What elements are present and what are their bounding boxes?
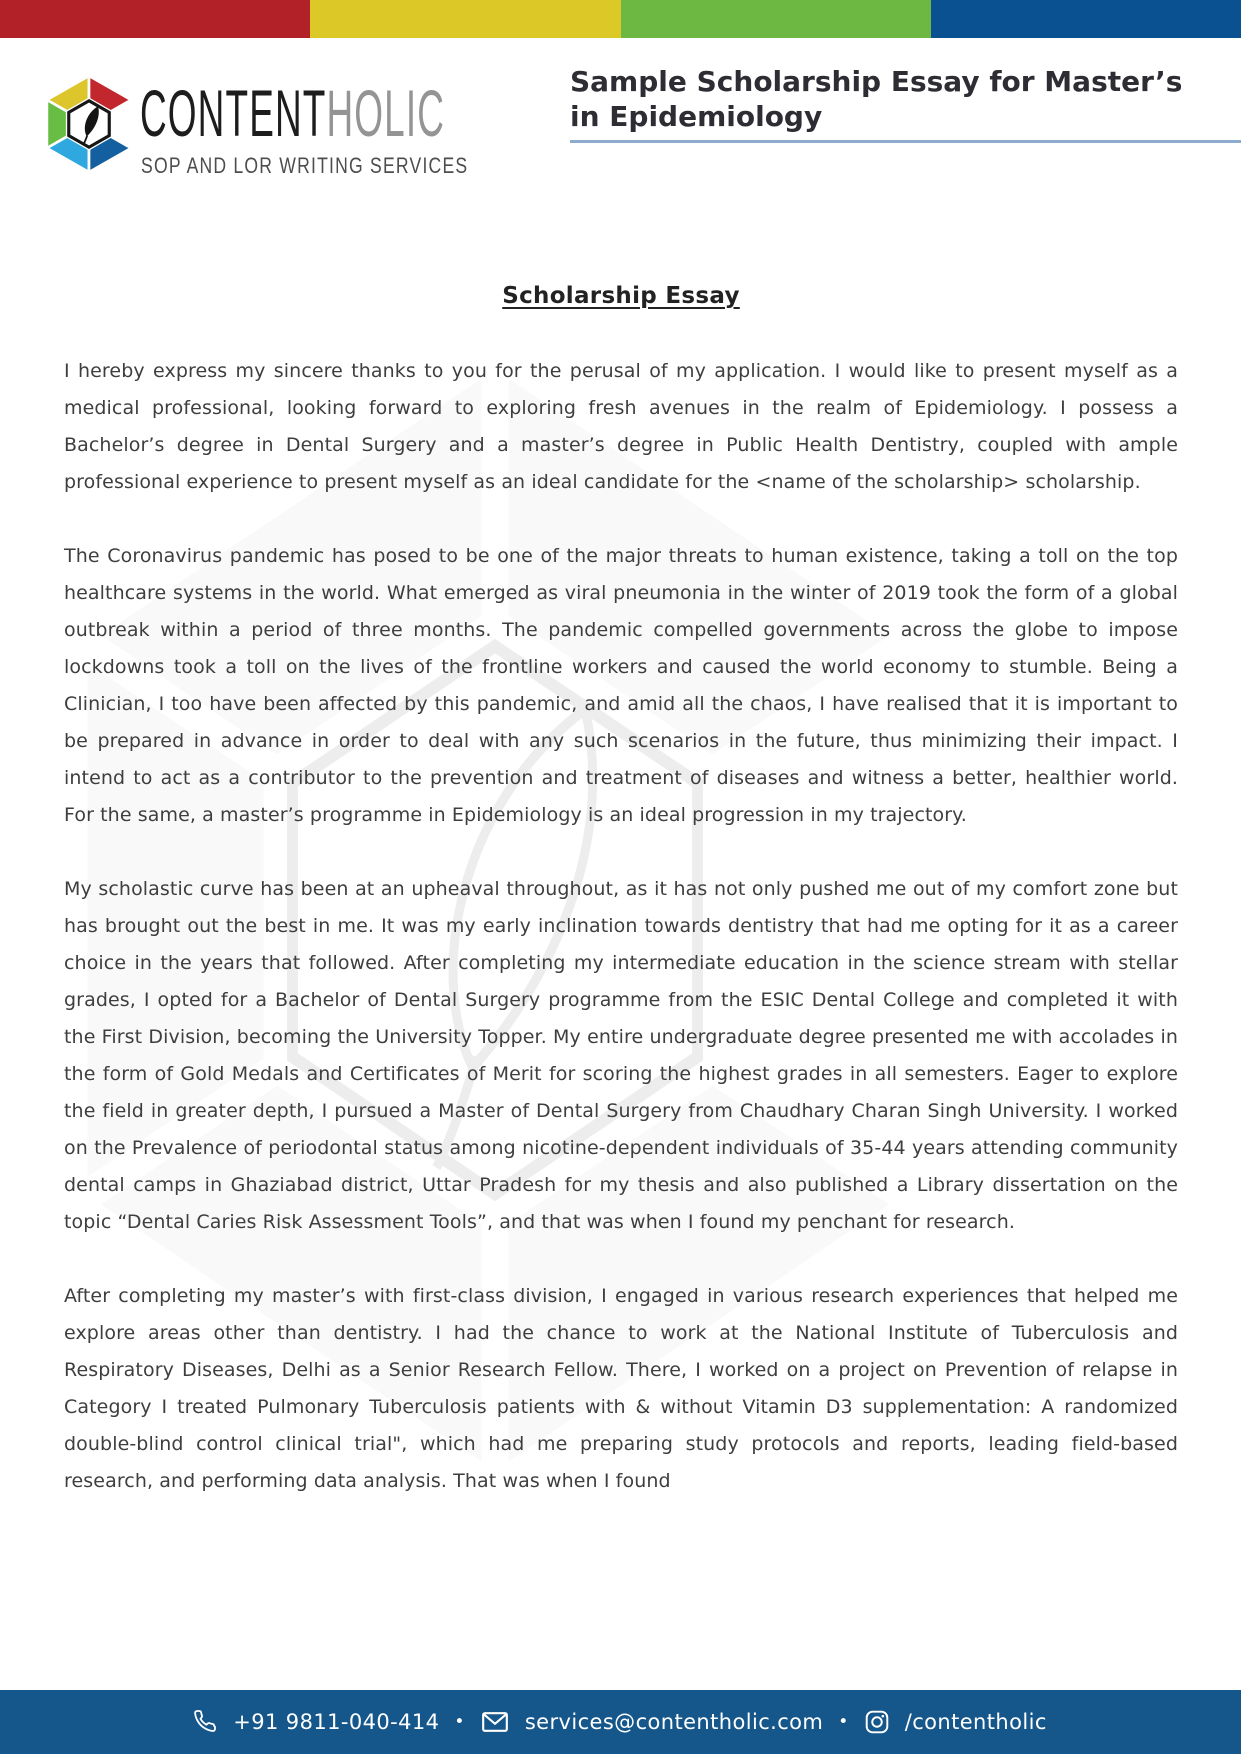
top-bar-segment-red — [0, 0, 310, 38]
footer-phone-number: +91 9811-040-414 — [233, 1710, 440, 1734]
page-title: Sample Scholarship Essay for Master’s in Epidemiology — [570, 65, 1183, 133]
top-bar-segment-yellow — [310, 0, 620, 38]
footer-email: services@contentholic.com — [524, 1710, 824, 1734]
brand-wordmark — [140, 76, 446, 150]
essay-paragraph-3: My scholastic curve has been at an upheaval throughout, as it has not only pushed me out of my comfort zone but has brought out the best in me. It was my early inclination towards dentistry that had me opting for it as a career choice in the years that followed. After completing my intermediate education in the science stream with stellar grades, I opted for a Bachelor of Dental Surgery programme from the ESIC Dental College and completed it with the First Division, becoming the University Topper. My entire undergraduate degree presented me with accolades in the form of Gold Medals and Certificates of Merit for scoring the highest grades in all semesters. Eager to explore the field in greater depth, I pursued a Master of Dental Surgery from Chaudhary Charan Singh University. I worked on the Prevalence of periodontal status among nicotine-dependent individuals of 35-44 years attending community dental camps in Ghaziabad district, Uttar Pradesh for my thesis and also published a Library dissertation on the topic “Dental Caries Risk Assessment Tools”, and that was when I found my penchant for research. — [64, 878, 1178, 1233]
essay-paragraph-1: I hereby express my sincere thanks to you for the perusal of my application. I would like to present myself as a medical professional, looking forward to exploring fresh avenues in the realm of Epidemiology. I possess a Bachelor’s degree in Dental Surgery and a master’s degree in Public Health Dentistry, coupled with ample professional experience to present myself as an ideal candidate for the <name of the scholarship> scholarship. — [64, 360, 1178, 493]
essay-heading: Scholarship Essay — [502, 283, 740, 309]
footer-separator: • — [454, 1711, 465, 1732]
top-bar-segment-green — [621, 0, 931, 38]
title-underline — [570, 140, 1241, 143]
brand-wordmark-holic: HOLIC — [326, 76, 446, 150]
brand-wordmark-content: CONTENT — [140, 76, 327, 150]
top-bar-segment-blue — [931, 0, 1241, 38]
footer-contact-bar — [0, 1690, 1241, 1754]
brand-tagline: SOP AND LOR WRITING SERVICES — [141, 153, 469, 178]
essay-paragraph-4: After completing my master’s with first-class division, I engaged in various research experiences that helped me explore areas other than dentistry. I had the chance to work at the National Institute of Tuberculosis and Respiratory Diseases, Delhi as a Senior Research Fellow. There, I worked on a project on Prevention of relapse in Category I treated Pulmonary Tuberculosis patients with & without Vitamin D3 supplementation: A randomized double-blind control clinical trial", which had me preparing study protocols and reports, leading field-based research, and performing data analysis. That was when I found — [64, 1285, 1178, 1492]
mail-icon — [480, 1709, 510, 1735]
instagram-icon — [864, 1709, 890, 1735]
footer-instagram-handle: /contentholic — [904, 1710, 1047, 1734]
footer-separator: • — [838, 1711, 849, 1732]
essay-paragraph-2: The Coronavirus pandemic has posed to be one of the major threats to human existence, taking a toll on the top healthcare systems in the world. What emerged as viral pneumonia in the winter of 2019 took the form of a global outbreak within a period of three months. The pandemic compelled governments across the globe to impose lockdowns took a toll on the lives of the frontline workers and caused the world economy to stumble. Being a Clinician, I too have been affected by this pandemic, and amid all the chaos, I have realised that it is important to be prepared in advance in order to deal with any such scenarios in the future, thus minimizing their impact. I intend to act as a contributor to the prevention and treatment of diseases and witness a better, healthier world. For the same, a master’s programme in Epidemiology is an ideal progression in my trajectory. — [64, 545, 1178, 826]
essay-body — [64, 283, 1178, 1537]
top-color-bar — [0, 0, 1241, 38]
phone-icon — [194, 1710, 218, 1734]
contentholic-logo-icon — [44, 74, 134, 174]
